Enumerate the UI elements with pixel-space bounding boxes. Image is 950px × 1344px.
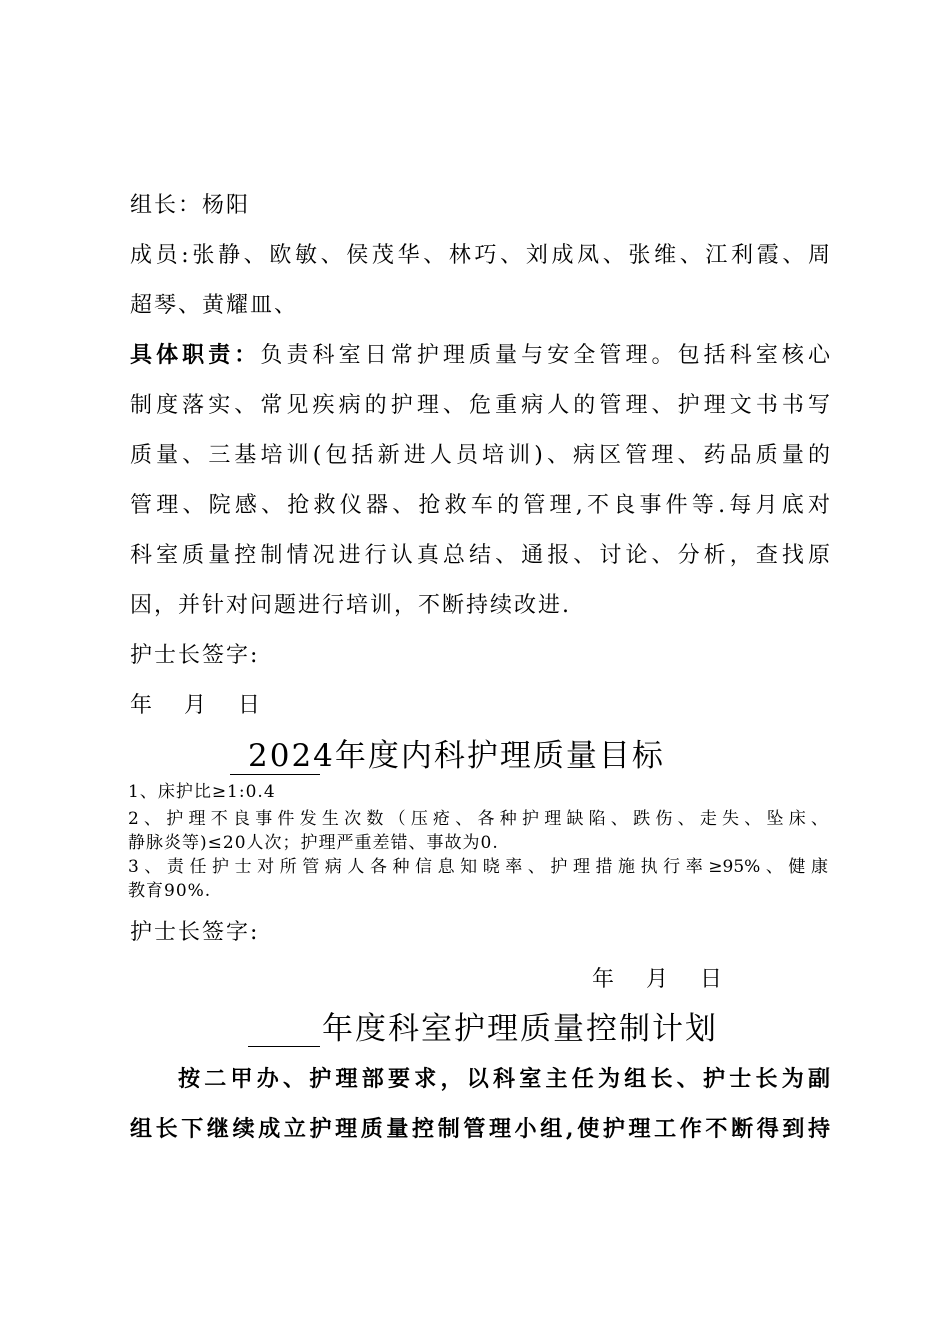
goal-item-3-line-2: 教育90%. bbox=[128, 881, 212, 901]
duties-text-1: 负责科室日常护理质量与安全管理。包括科室核心 bbox=[260, 343, 830, 368]
quality-goals-title: 2024年度内科护理质量目标 bbox=[248, 738, 665, 774]
duties-line-3: 质量、三基培训(包括新进人员培训)、病区管理、药品质量的 bbox=[130, 443, 830, 468]
goal-item-2-line-1: 2、护理不良事件发生次数（压疮、各种护理缺陷、跌伤、走失、坠床、 bbox=[128, 809, 828, 829]
goal-item-3-line-1: 3、责任护士对所管病人各种信息知晓率、护理措施执行率≥95%、健康 bbox=[128, 857, 828, 877]
duties-line-6: 因，并针对问题进行培训，不断持续改进. bbox=[130, 593, 571, 618]
date-year-1: 年 bbox=[130, 693, 155, 718]
duties-line-5: 科室质量控制情况进行认真总结、通报、讨论、分析，查找原 bbox=[130, 543, 830, 568]
duties-line-4: 管理、院感、抢救仪器、抢救车的管理,不良事件等.每月底对 bbox=[130, 493, 830, 518]
group-members-line-2: 超琴、黄耀皿、 bbox=[130, 293, 299, 318]
title-underline-1 bbox=[230, 774, 320, 775]
goal-item-1: 1、床护比≥1:0.4 bbox=[128, 782, 276, 802]
signature-date-1 bbox=[130, 688, 830, 719]
title-underline-2 bbox=[248, 1046, 320, 1047]
duties-label: 具体职责： bbox=[130, 342, 261, 368]
date-year-2: 年 bbox=[592, 967, 617, 992]
date-month-1: 月 bbox=[184, 693, 209, 718]
goal-item-2-line-2: 静脉炎等)≤20人次；护理严重差错、事故为0. bbox=[128, 833, 499, 853]
signature-date-2 bbox=[592, 962, 724, 993]
quality-control-plan-title: 年度科室护理质量控制计划 bbox=[322, 1011, 718, 1047]
plan-line-2: 组长下继续成立护理质量控制管理小组,使护理工作不断得到持 bbox=[130, 1116, 830, 1142]
group-members-line-1: 成员:张静、欧敏、侯茂华、林巧、刘成凤、张维、江利霞、周 bbox=[130, 243, 830, 268]
head-nurse-signature-2: 护士长签字: bbox=[130, 920, 260, 945]
plan-line-1: 按二甲办、护理部要求，以科室主任为组长、护士长为副 bbox=[178, 1066, 830, 1092]
duties-line-2: 制度落实、常见疾病的护理、危重病人的管理、护理文书书写 bbox=[130, 393, 830, 418]
duties-line-1 bbox=[130, 338, 830, 369]
group-leader: 组长：杨阳 bbox=[130, 193, 251, 218]
date-day-1: 日 bbox=[238, 693, 263, 718]
date-month-2: 月 bbox=[646, 967, 671, 992]
head-nurse-signature-1: 护士长签字: bbox=[130, 643, 260, 668]
date-day-2: 日 bbox=[700, 967, 725, 992]
